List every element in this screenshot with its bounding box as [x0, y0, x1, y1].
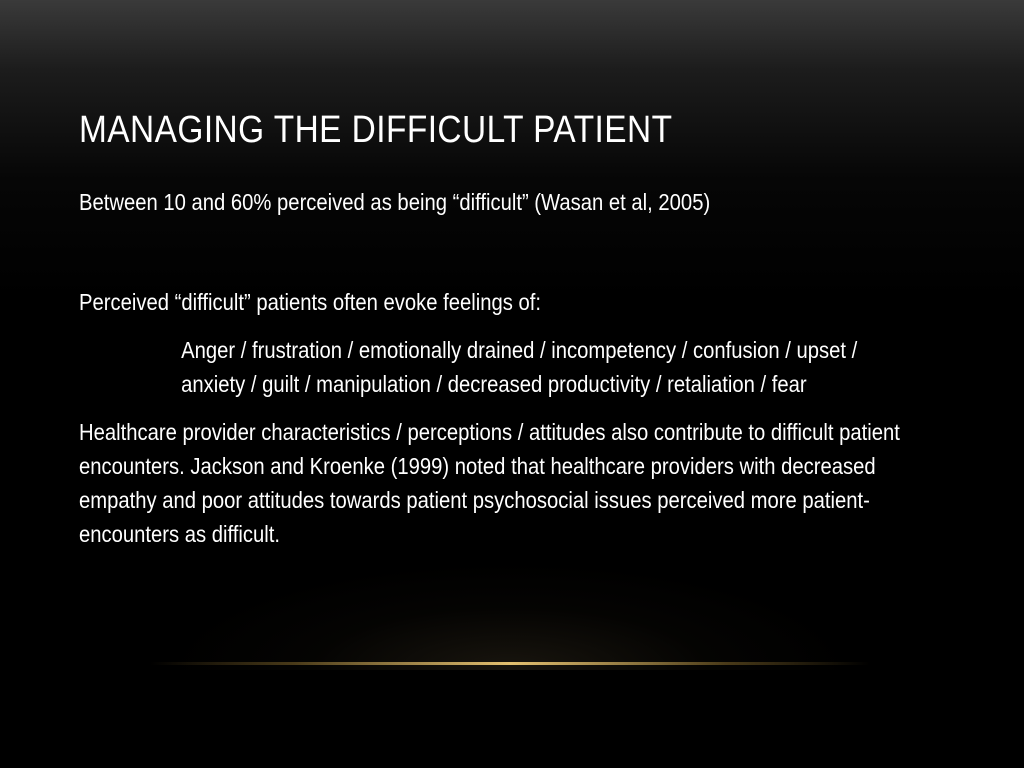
- paragraph-feelings-intro: Perceived “difficult” patients often evoke feelings of:: [79, 289, 542, 315]
- slide-title: MANAGING THE DIFFICULT PATIENT: [79, 109, 673, 151]
- slide-body: [79, 185, 924, 551]
- paragraph-feelings-list: Anger / frustration / emotionally drained / incompetency / confusion / upset / anxiety / guilt / manipulation / decreased productivity / retaliation / fear: [181, 337, 858, 397]
- paragraph-provider-characteristics: Healthcare provider characteristics / perceptions / attitudes also contribute to difficult patient encounters. Jackson and Kroenke (1999) noted that healthcare providers with decreased empathy and poor attitudes towards patient psychosocial issues perceived more patient-encounters as difficult.: [79, 419, 900, 547]
- gold-accent-line: [150, 662, 870, 665]
- paragraph-statistic: Between 10 and 60% perceived as being “difficult” (Wasan et al, 2005): [79, 189, 711, 215]
- bottom-glow: [160, 560, 860, 670]
